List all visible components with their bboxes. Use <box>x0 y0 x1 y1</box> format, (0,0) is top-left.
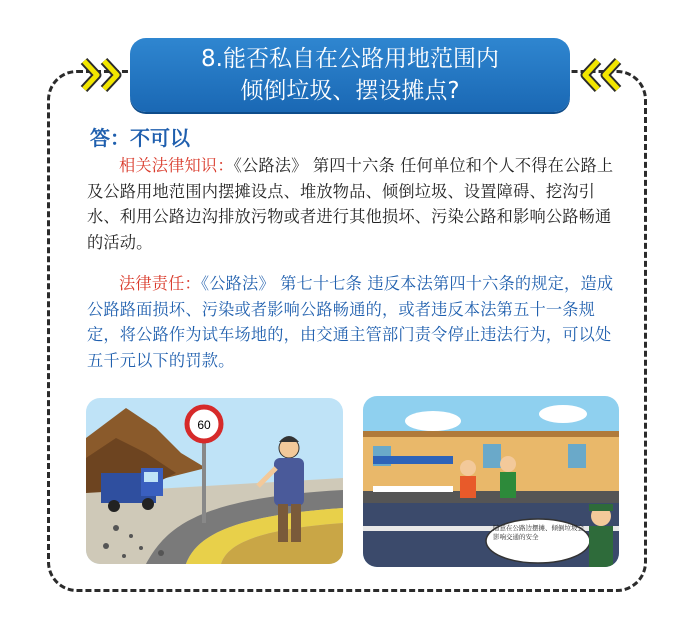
answer-heading: 答：不可以 <box>90 126 190 150</box>
knowledge-label: 相关法律知识： <box>119 156 234 175</box>
speech-bubble-text: 随意在公路边摆摊、倾倒垃圾会影响交通的安全 <box>493 525 584 541</box>
liability-text: 《公路法》 第七十七条 违反本法第四十六条的规定，造成公路路面损坏、污染或者影响公路畅通的，或者违反本法第五十一条规定，将公路作为试车场地的，由交通主管部门责令停止违法行为，可以处五千元以下的罚款。 <box>87 274 614 370</box>
chevron-left-icon <box>578 57 622 93</box>
illustration-street-stalls <box>363 396 619 567</box>
speed-limit-label: 60 <box>197 418 211 432</box>
chevron-right-icon <box>80 57 124 93</box>
title-line-2: 倾倒垃圾、摆设摊点? <box>240 78 460 104</box>
liability-label: 法律责任： <box>119 274 201 293</box>
title-line-1: 8.能否私自在公路用地范围内 <box>201 46 499 72</box>
knowledge-text: 《公路法》 第四十六条 任何单位和个人不得在公路上及公路用地范围内摆摊设点、堆放物品、倾倒垃圾、设置障碍、挖沟引水、利用公路边沟排放污物或者进行其他损坏、污染公路和影响公路畅通的活动。 <box>87 156 614 252</box>
question-title <box>130 38 570 112</box>
liability-paragraph <box>87 271 615 373</box>
illustration-road-dumping <box>86 398 343 564</box>
knowledge-paragraph <box>87 153 615 255</box>
